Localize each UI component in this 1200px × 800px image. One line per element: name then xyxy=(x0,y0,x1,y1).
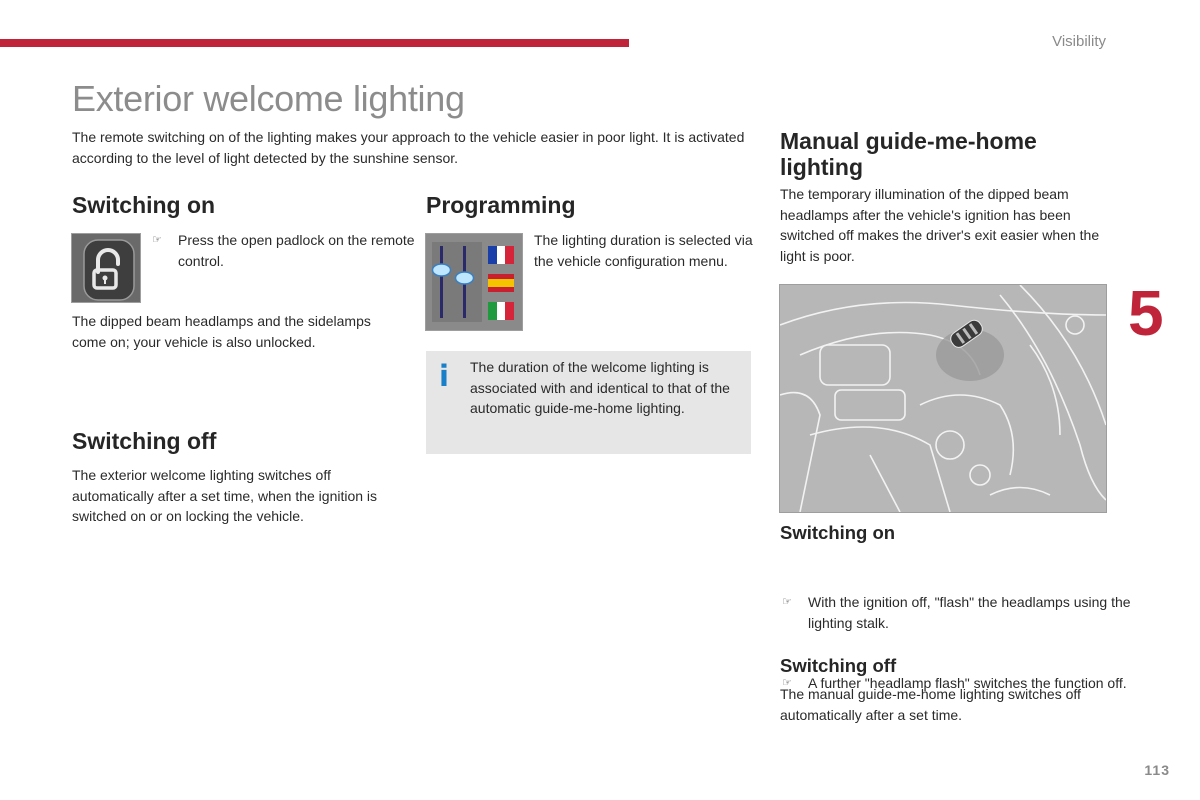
switching-off-heading: Switching off xyxy=(72,428,217,454)
switching-on-bullet-text: Press the open padlock on the remote control. xyxy=(178,232,415,269)
manual-switching-off-body: The manual guide-me-home lighting switches off automatically after a set time. xyxy=(780,686,1081,723)
pointing-hand-icon: ☞ xyxy=(782,596,792,608)
manual-guide-heading: Manual guide-me-home lighting xyxy=(780,128,1037,180)
switching-on-body: The dipped beam headlamps and the sidelamps come on; your vehicle is also unlocked. xyxy=(72,313,371,350)
programming-body: The lighting duration is selected via the vehicle configuration menu. xyxy=(534,232,753,269)
header-accent-bar xyxy=(0,39,629,47)
info-icon: i xyxy=(439,359,449,393)
manual-switching-on-heading: Switching on xyxy=(780,522,896,543)
chapter-number: 5 xyxy=(1128,277,1164,349)
switching-on-heading: Switching on xyxy=(72,192,216,218)
manual-switching-off-heading: Switching off xyxy=(780,655,897,676)
info-text: The duration of the welcome lighting is associated with and identical to that of the automatic guide-me-home lighting. xyxy=(470,359,730,416)
manual-switching-on-bullet-text: A further "headlamp flash" switches the function off. xyxy=(808,675,1127,691)
manual-switching-on-bullet-text: With the ignition off, "flash" the headlamps using the lighting stalk. xyxy=(808,594,1131,631)
dashboard-lighting-stalk-illustration xyxy=(779,284,1107,513)
pointing-hand-icon: ☞ xyxy=(152,234,162,246)
section-label: Visibility xyxy=(1052,33,1106,50)
intro-text: The remote switching on of the lighting makes your approach to the vehicle easier in poor light. It is activated according to the level of light detected by the sunshine sensor. xyxy=(72,129,745,166)
manual-switching-on-bullet xyxy=(782,592,1138,633)
programming-heading: Programming xyxy=(426,192,576,218)
page-title: Exterior welcome lighting xyxy=(72,78,465,119)
switching-on-bullet xyxy=(152,230,423,271)
manual-guide-body: The temporary illumination of the dipped beam headlamps after the vehicle's ignition has been switched off makes the driver's exit easier when the light is poor. xyxy=(780,186,1100,264)
info-box xyxy=(426,351,751,454)
switching-off-body: The exterior welcome lighting switches off automatically after a set time, when the ignition is switched on or on locking the vehicle. xyxy=(72,467,378,524)
page-number: 113 xyxy=(1144,762,1170,778)
pointing-hand-icon: ☞ xyxy=(782,677,792,689)
open-padlock-icon xyxy=(71,233,141,303)
configuration-menu-icon xyxy=(425,233,523,331)
